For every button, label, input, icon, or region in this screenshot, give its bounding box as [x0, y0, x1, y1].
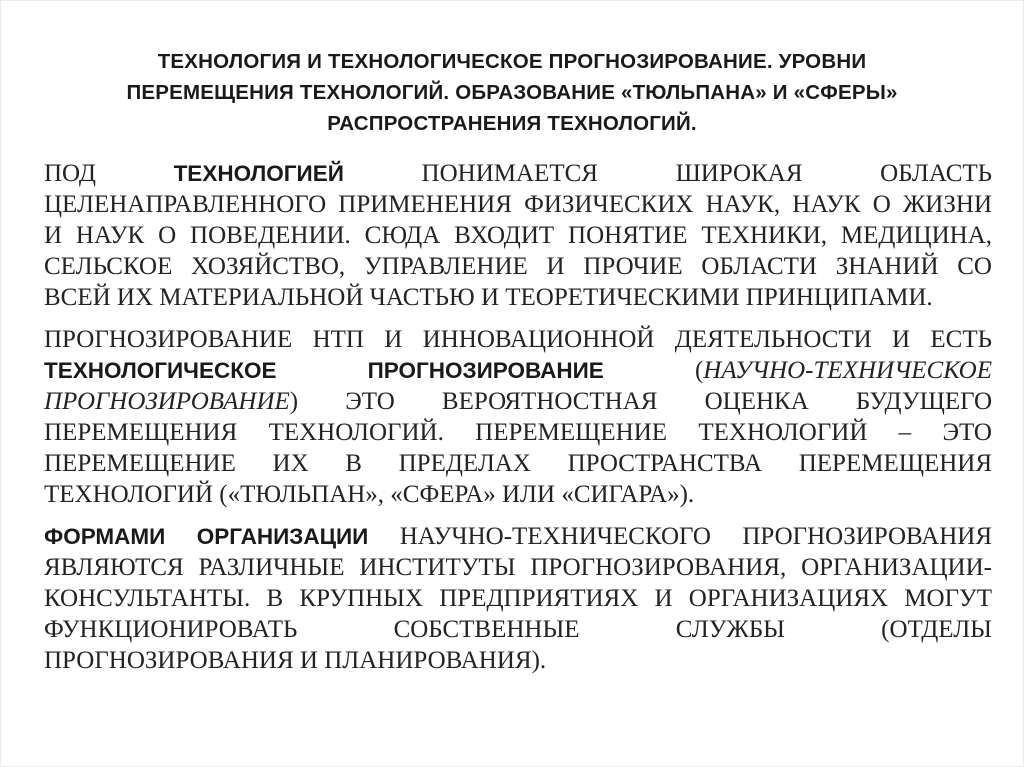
- text-line: ПЕРЕМЕЩЕНИЯ ТЕХНОЛОГИЙ. ПЕРЕМЕЩЕНИЕ ТЕХНОЛОГИЙ – ЭТО: [44, 419, 992, 446]
- title-line-3: РАСПРОСТРАНЕНИЯ ТЕХНОЛОГИЙ.: [327, 112, 697, 135]
- paragraph-technological-forecasting: [44, 324, 992, 510]
- text-line: [44, 521, 992, 552]
- slide-title: [40, 46, 984, 139]
- text-line: КОНСУЛЬТАНТЫ. В КРУПНЫХ ПРЕДПРИЯТИЯХ И ОРГАНИЗАЦИЯХ МОГУТ: [44, 585, 992, 612]
- text-line: ЯВЛЯЮТСЯ РАЗЛИЧНЫЕ ИНСТИТУТЫ ПРОГНОЗИРОВАНИЯ, ОРГАНИЗАЦИИ-: [44, 554, 992, 581]
- text-fragment: ПОД: [44, 160, 174, 187]
- paragraph-technology-definition: [44, 158, 992, 313]
- paragraph-organization-forms: [44, 521, 992, 676]
- text-fragment: ) ЭТО ВЕРОЯТНОСТНАЯ ОЦЕНКА БУДУЩЕГО: [289, 388, 992, 415]
- text-line: ПЕРЕМЕЩЕНИЕ ИХ В ПРЕДЕЛАХ ПРОСТРАНСТВА ПЕРЕМЕЩЕНИЯ: [44, 450, 992, 477]
- bold-term-technology: ТЕХНОЛОГИЕЙ: [173, 161, 344, 186]
- text-line: ПРОГНОЗИРОВАНИЯ И ПЛАНИРОВАНИЯ).: [44, 647, 547, 674]
- text-fragment: НАУЧНО-ТЕХНИЧЕСКОГО ПРОГНОЗИРОВАНИЯ: [368, 523, 992, 550]
- text-line: ФУНКЦИОНИРОВАТЬ СОБСТВЕННЫЕ СЛУЖБЫ (ОТДЕЛЫ: [44, 616, 992, 643]
- text-fragment: (: [603, 357, 704, 384]
- title-line-2: ПЕРЕМЕЩЕНИЯ ТЕХНОЛОГИЙ. ОБРАЗОВАНИЕ «ТЮЛЬПАНА» И «СФЕРЫ»: [126, 81, 898, 104]
- title-line-1: ТЕХНОЛОГИЯ И ТЕХНОЛОГИЧЕСКОЕ ПРОГНОЗИРОВАНИЕ. УРОВНИ: [157, 50, 867, 73]
- text-line: [44, 386, 992, 417]
- text-line: И НАУК О ПОВЕДЕНИИ. СЮДА ВХОДИТ ПОНЯТИЕ ТЕХНИКИ, МЕДИЦИНА,: [44, 222, 992, 249]
- text-line: ЦЕЛЕНАПРАВЛЕННОГО ПРИМЕНЕНИЯ ФИЗИЧЕСКИХ НАУК, НАУК О ЖИЗНИ: [44, 191, 992, 218]
- text-line: [44, 355, 992, 386]
- text-line: ВСЕЙ ИХ МАТЕРИАЛЬНОЙ ЧАСТЬЮ И ТЕОРЕТИЧЕСКИМИ ПРИНЦИПАМИ.: [44, 284, 933, 311]
- italic-term: ПРОГНОЗИРОВАНИЕ: [44, 388, 290, 415]
- text-line: [44, 158, 992, 189]
- text-fragment: ПОНИМАЕТСЯ ШИРОКАЯ ОБЛАСТЬ: [343, 160, 993, 187]
- bold-term-tech-forecasting: ТЕХНОЛОГИЧЕСКОЕ ПРОГНОЗИРОВАНИЕ: [44, 358, 604, 383]
- text-line: СЕЛЬСКОЕ ХОЗЯЙСТВО, УПРАВЛЕНИЕ И ПРОЧИЕ ОБЛАСТИ ЗНАНИЙ СО: [44, 253, 992, 280]
- slide-body: [44, 158, 992, 687]
- text-line: ТЕХНОЛОГИЙ («ТЮЛЬПАН», «СФЕРА» ИЛИ «СИГАРА»).: [44, 481, 695, 508]
- bold-term-organization-forms: ФОРМАМИ ОРГАНИЗАЦИИ: [44, 524, 369, 549]
- italic-term: НАУЧНО-ТЕХНИЧЕСКОЕ: [703, 357, 992, 384]
- text-line: ПРОГНОЗИРОВАНИЕ НТП И ИННОВАЦИОННОЙ ДЕЯТЕЛЬНОСТИ И ЕСТЬ: [44, 326, 992, 353]
